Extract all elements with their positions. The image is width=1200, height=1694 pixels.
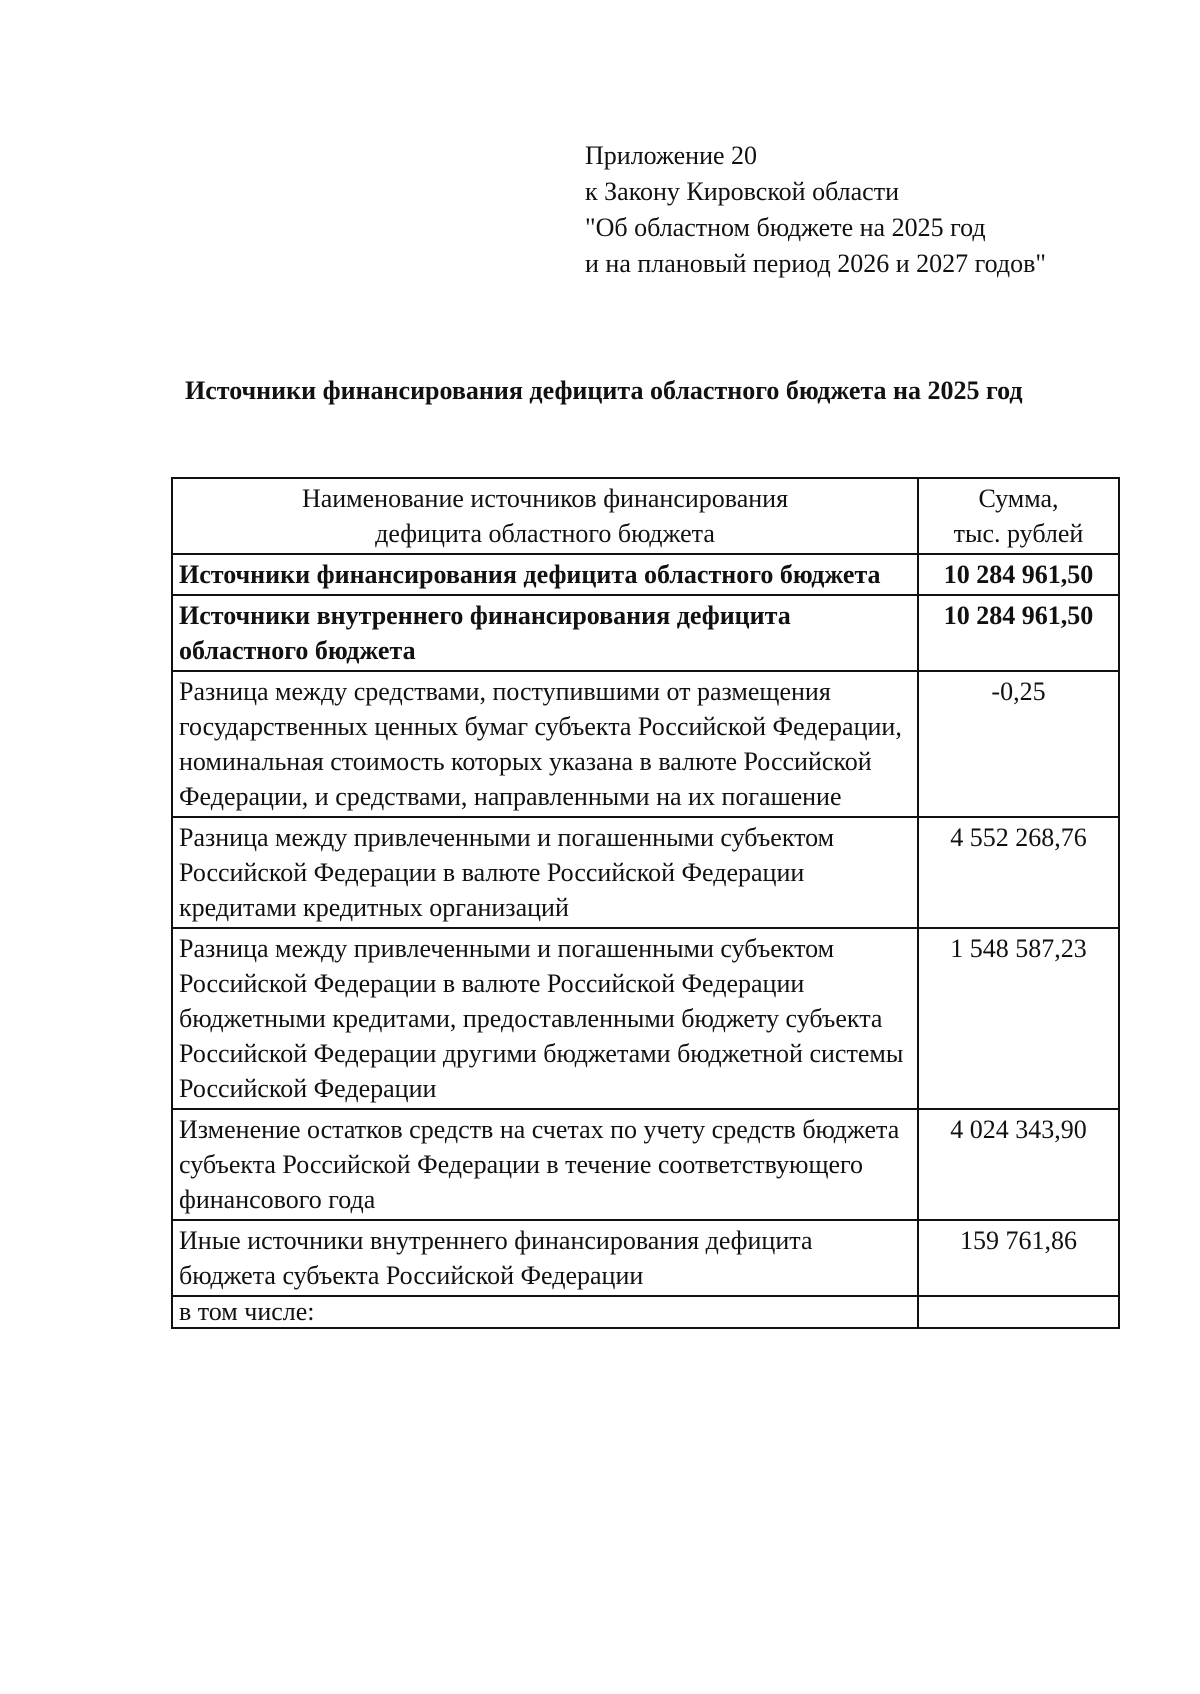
table-row xyxy=(172,1296,1119,1328)
column-header-name-line: дефицита областного бюджета xyxy=(375,519,715,548)
table-row xyxy=(172,554,1119,595)
row-amount: 10 284 961,50 xyxy=(918,554,1119,595)
row-name: Иные источники внутреннего финансирования дефицита бюджета субъекта Российской Федерации xyxy=(172,1220,918,1296)
row-name: Разница между привлеченными и погашенными субъектом Российской Федерации в валюте Российской Федерации кредитами кредитных организаций xyxy=(172,817,918,928)
column-header-sum-line: тыс. рублей xyxy=(953,519,1084,548)
appendix-line: и на плановый период 2026 и 2027 годов" xyxy=(585,249,1047,278)
table-row xyxy=(172,671,1119,817)
table-row xyxy=(172,1109,1119,1220)
column-header-sum-line: Сумма, xyxy=(978,484,1059,513)
row-amount: 10 284 961,50 xyxy=(918,595,1119,671)
row-name: Источники финансирования дефицита областного бюджета xyxy=(172,554,918,595)
row-amount: -0,25 xyxy=(918,671,1119,817)
row-name: Источники внутреннего финансирования дефицита областного бюджета xyxy=(172,595,918,671)
appendix-header xyxy=(585,138,1046,282)
row-amount: 4 552 268,76 xyxy=(918,817,1119,928)
appendix-line: к Закону Кировской области xyxy=(585,177,899,206)
document-title: Источники финансирования дефицита областного бюджета на 2025 год xyxy=(185,376,1023,405)
row-amount xyxy=(918,1296,1119,1328)
row-amount: 159 761,86 xyxy=(918,1220,1119,1296)
column-header-name-line: Наименование источников финансирования xyxy=(301,484,789,513)
appendix-line: "Об областном бюджете на 2025 год xyxy=(585,213,986,242)
column-header-name xyxy=(172,478,918,554)
table-row xyxy=(172,928,1119,1109)
row-amount: 4 024 343,90 xyxy=(918,1109,1119,1220)
row-name: в том числе: xyxy=(172,1296,918,1328)
row-amount: 1 548 587,23 xyxy=(918,928,1119,1109)
appendix-line: Приложение 20 xyxy=(585,141,758,170)
row-name: Изменение остатков средств на счетах по учету средств бюджета субъекта Российской Федерации в течение соответствующего финансового года xyxy=(172,1109,918,1220)
table-row xyxy=(172,1220,1119,1296)
column-header-sum xyxy=(918,478,1119,554)
row-name: Разница между привлеченными и погашенными субъектом Российской Федерации в валюте Российской Федерации бюджетными кредитами, предоставленными бюджету субъекта Российской Федерации другими бюджетами бюджетной системы Российской Федерации xyxy=(172,928,918,1109)
table-header-row xyxy=(172,478,1119,554)
table-row xyxy=(172,817,1119,928)
table-row xyxy=(172,595,1119,671)
row-name: Разница между средствами, поступившими от размещения государственных ценных бумаг субъекта Российской Федерации, номинальная стоимость которых указана в валюте Российской Федерации, и средствами, направленными на их погашение xyxy=(172,671,918,817)
financing-sources-table xyxy=(171,477,1120,1329)
